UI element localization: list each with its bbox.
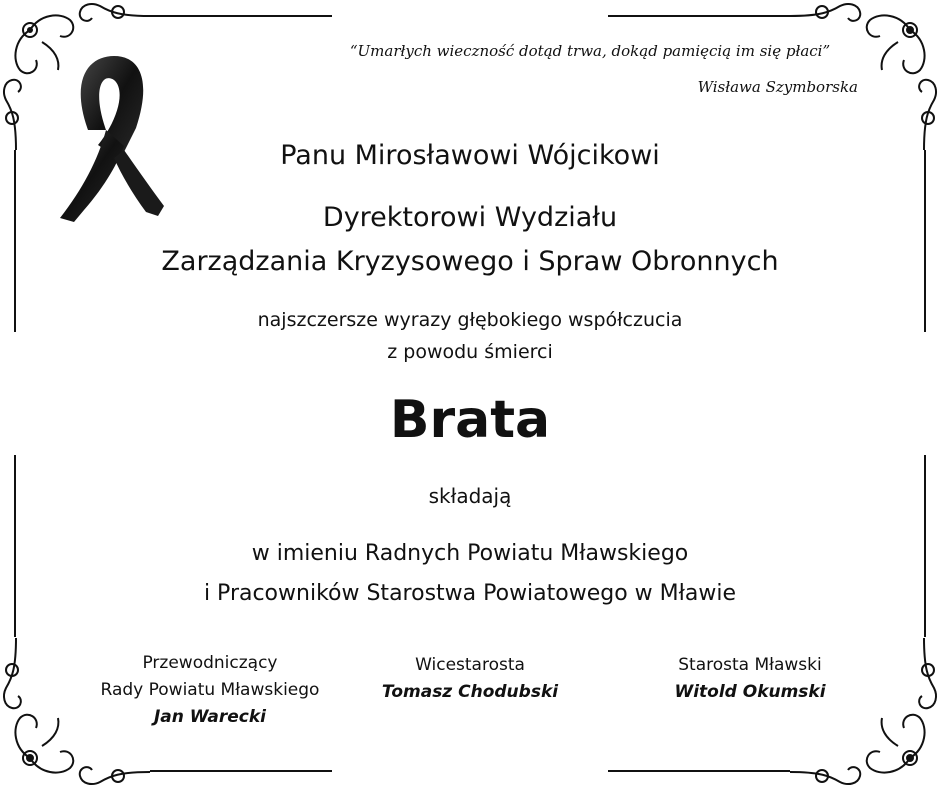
signature-role: Przewodniczący (142, 653, 278, 673)
frame-right-upper-line (924, 150, 926, 332)
frame-left-upper-line (14, 150, 16, 332)
signature-chairman (60, 650, 360, 731)
frame-top-right-line (608, 15, 790, 17)
recipient-title-line2: Zarządzania Kryzysowego i Spraw Obronnych (161, 246, 779, 277)
signature-name: Tomasz Chodubski (381, 682, 559, 702)
recipient-title-line1: Dyrektorowi Wydziału (322, 202, 618, 233)
signature-role: Starosta Mławski (678, 655, 822, 675)
message-verb: składają (428, 484, 512, 508)
signature-vice-starost (330, 652, 610, 706)
corner-flourish-icon (790, 0, 940, 150)
signature-role: Rady Powiatu Mławskiego (100, 680, 320, 700)
quote-text: “Umarłych wieczność dotąd trwa, dokąd pamięcią im się płaci” (349, 42, 831, 60)
from-line1: w imieniu Radnych Powiatu Mławskiego (251, 541, 689, 566)
message-line2: z powodu śmierci (387, 341, 553, 363)
quote-author: Wisława Szymborska (697, 78, 858, 96)
frame-top-left-line (150, 15, 332, 17)
deceased-relation: Brata (389, 390, 551, 450)
signature-starost (610, 652, 890, 706)
signature-role: Wicestarosta (415, 655, 525, 675)
from-line2: i Pracowników Starostwa Powiatowego w Mławie (203, 581, 737, 606)
message-line1: najszczersze wyrazy głębokiego współczucia (257, 309, 683, 331)
recipient-name: Panu Mirosławowi Wójcikowi (280, 140, 660, 171)
signature-name: Jan Warecki (153, 707, 266, 727)
frame-bottom-right-line (608, 770, 790, 772)
signature-name: Witold Okumski (674, 682, 826, 702)
frame-bottom-left-line (150, 770, 332, 772)
